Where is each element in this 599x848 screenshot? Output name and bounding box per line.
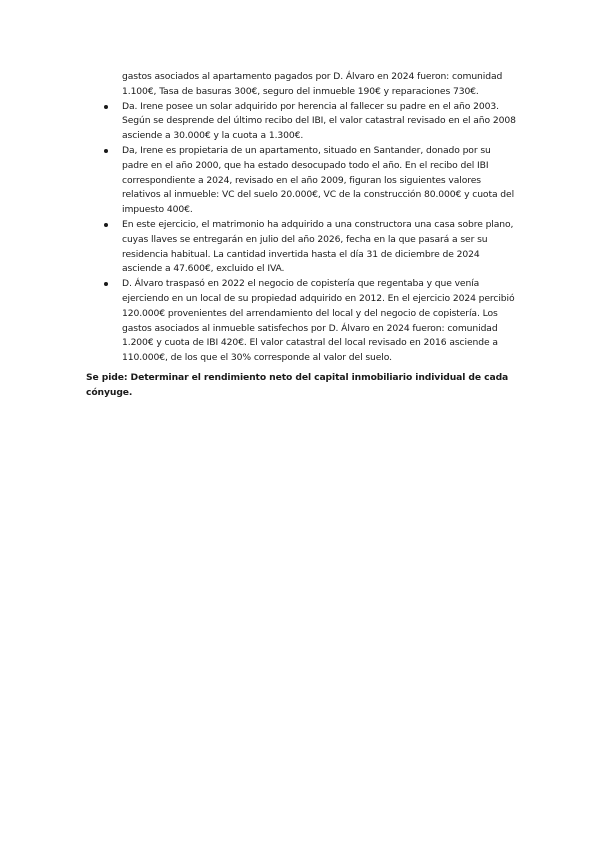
bullet-text: En este ejercicio, el matrimonio ha adquirido a una constructora una casa sobre plano, cuyas llaves se entregarán en julio del año 2026, fecha en la que pasará a ser su residencia habitual. La cantidad invertida hasta el día 31 de diciembre de 2024 asciende a 47.600€, excluido el IVA.	[122, 218, 514, 275]
bullet-item	[86, 218, 518, 277]
bullet-icon	[104, 105, 108, 109]
bullet-item	[86, 100, 518, 144]
document-body	[86, 70, 518, 401]
task-statement: Se pide: Determinar el rendimiento neto del capital inmobiliario individual de cada cónyuge.	[86, 371, 509, 398]
bullet-icon	[104, 149, 108, 153]
bullet-text: D. Álvaro traspasó en 2022 el negocio de copistería que regentaba y que venía ejerciendo en un local de su propiedad adquirido en 2012. En el ejercicio 2024 percibió 120.000€ provenientes del arrendamiento del local y del negocio de copistería. Los gastos asociados al inmueble satisfechos por D. Álvaro en 2024 fueron: comunidad 1.200€ y cuota de IBI 420€. El valor catastral del local revisado en 2016 asciende a 110.000€, de los que el 30% corresponde al valor del suelo.	[122, 278, 515, 364]
bullet-list	[86, 100, 518, 366]
bullet-text: Da, Irene es propietaria de un apartamento, situado en Santander, donado por su padre en el año 2000, que ha estado desocupado todo el año. En el recibo del IBI correspondiente a 2024, revisado en el año 2009, figuran los siguientes valores relativos al inmueble: VC del suelo 20.000€, VC de la construcción 80.000€ y cuota del impuesto 400€.	[122, 144, 515, 216]
bullet-icon	[104, 282, 108, 286]
bullet-item	[86, 277, 518, 366]
bullet-text: Da. Irene posee un solar adquirido por herencia al fallecer su padre en el año 2003. Según se desprende del último recibo del IBI, el valor catastral revisado en el año 2008 asciende a 30.000€ y la cuota a 1.300€.	[122, 100, 516, 142]
bullet-icon	[104, 223, 108, 227]
bullet-item	[86, 144, 518, 218]
continued-paragraph: gastos asociados al apartamento pagados por D. Álvaro en 2024 fueron: comunidad 1.100€, Tasa de basuras 300€, seguro del inmueble 190€ y reparaciones 730€.	[122, 71, 503, 97]
